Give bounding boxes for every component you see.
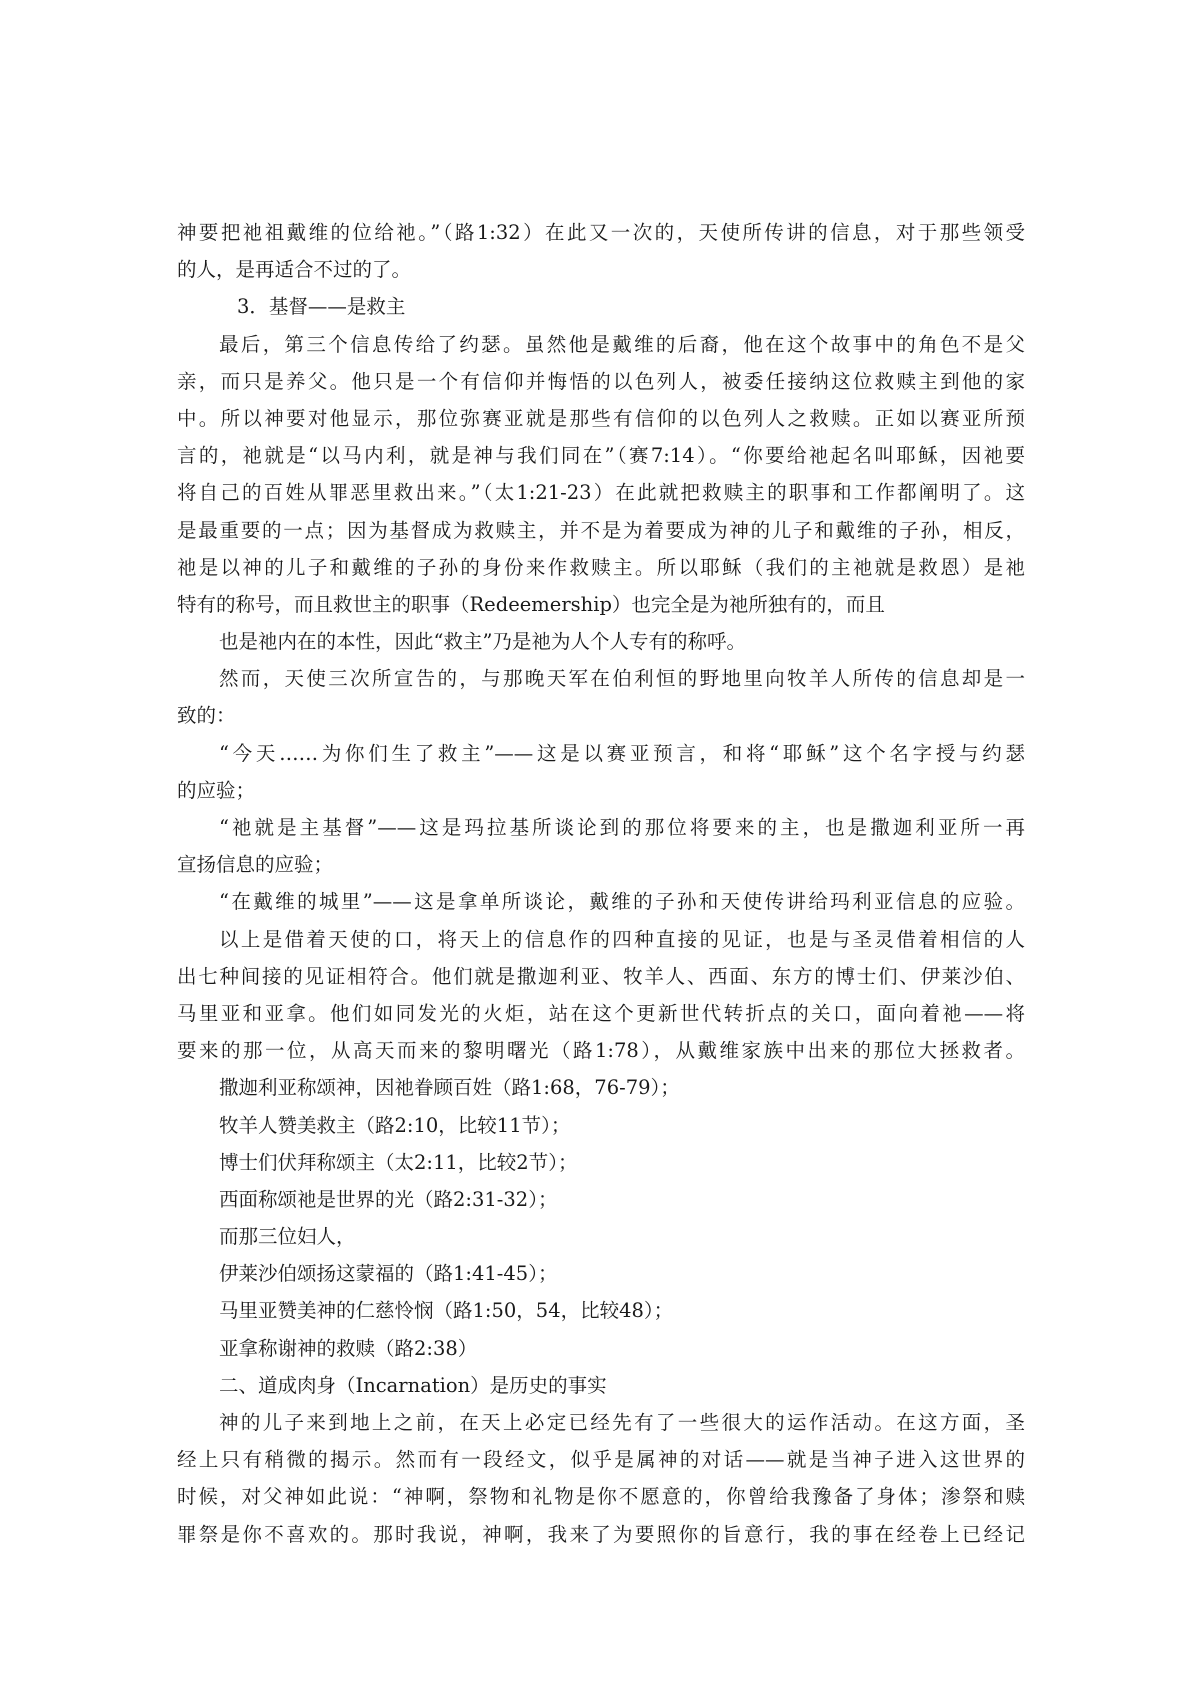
text-line: 西面称颂祂是世界的光（路2:31-32）； — [219, 1187, 558, 1211]
text-line: 而那三位妇人， — [219, 1225, 356, 1249]
text-line: 特有的称号，而且救世主的职事（Redeemership）也完全是为祂所独有的，而且 — [177, 592, 885, 616]
text-line: 罪祭是你不喜欢的。那时我说，神啊，我来了为要照你的旨意行，我的事在经卷上已经记 — [177, 1522, 1025, 1546]
text-line: 神的儿子来到地上之前，在天上必定已经先有了一些很大的运作活动。在这方面，圣 — [219, 1411, 1025, 1434]
text-line: 神要把祂祖戴维的位给祂。”（路1:32）在此又一次的，天使所传讲的信息，对于那些领受 — [177, 221, 1025, 244]
text-line: 的人，是再适合不过的了。 — [177, 258, 412, 282]
text-line: 是最重要的一点；因为基督成为救赎主，并不是为着要成为神的儿子和戴维的子孙，相反， — [177, 518, 1025, 542]
text-line: 然而，天使三次所宣告的，与那晚天军在伯利恒的野地里向牧羊人所传的信息却是一 — [219, 667, 1025, 691]
text-line: 博士们伏拜称颂主（太2:11，比较2节）； — [219, 1150, 578, 1174]
text-line: 马里亚和亚拿。他们如同发光的火炬，站在这个更新世代转折点的关口，面向着祂——将 — [177, 1001, 1025, 1025]
text-line: 宣扬信息的应验； — [177, 853, 334, 877]
text-line: 二、道成肉身（Incarnation）是历史的事实 — [219, 1373, 607, 1397]
text-line: 3．基督——是救主 — [237, 295, 406, 319]
body-text — [177, 214, 1025, 1553]
text-line: 伊莱沙伯颂扬这蒙福的（路1:41-45）； — [219, 1262, 558, 1286]
text-line: 撒迦利亚称颂神，因祂眷顾百姓（路1:68，76-79）； — [219, 1076, 680, 1100]
text-line: 亲，而只是养父。他只是一个有信仰并悔悟的以色列人，被委任接纳这位救赎主到他的家 — [177, 369, 1025, 393]
text-line: 出七种间接的见证相符合。他们就是撒迦利亚、牧羊人、西面、东方的博士们、伊莱沙伯、 — [177, 964, 1025, 988]
text-line: 要来的那一位，从高天而来的黎明曙光（路1:78），从戴维家族中出来的那位大拯救者。 — [177, 1039, 1025, 1063]
text-line: 马里亚赞美神的仁慈怜悯（路1:50，54，比较48）； — [219, 1299, 674, 1323]
text-line: 言的，祂就是“以马内利，就是神与我们同在”（赛7:14）。“你要给祂起名叫耶稣，因祂要 — [177, 444, 1025, 468]
text-line: 的应验； — [177, 778, 256, 802]
text-line: 牧羊人赞美救主（路2:10，比较11节）； — [219, 1113, 571, 1137]
text-line: 以上是借着天使的口，将天上的信息作的四种直接的见证，也是与圣灵借着相信的人 — [219, 927, 1025, 951]
text-line: 也是祂内在的本性，因此“救主”乃是祂为人个人专有的称呼。 — [219, 630, 746, 654]
text-line: 致的： — [177, 704, 236, 728]
text-line: 时候，对父神如此说：“神啊，祭物和礼物是你不愿意的，你曾给我豫备了身体；渗祭和赎 — [177, 1485, 1025, 1509]
text-line: 中。所以神要对他显示，那位弥赛亚就是那些有信仰的以色列人之救赎。正如以赛亚所预 — [177, 406, 1025, 430]
text-line: “今天……为你们生了救主”——这是以赛亚预言，和将“耶稣”这个名字授与约瑟 — [219, 741, 1025, 765]
text-line: “祂就是主基督”——这是玛拉基所谈论到的那位将要来的主，也是撒迦利亚所一再 — [219, 816, 1025, 839]
text-line: 祂是以神的儿子和戴维的子孙的身份来作救赎主。所以耶稣（我们的主祂就是救恩）是祂 — [177, 555, 1025, 579]
text-line: 最后，第三个信息传给了约瑟。虽然他是戴维的后裔，他在这个故事中的角色不是父 — [219, 332, 1025, 356]
text-line: 亚拿称谢神的救赎（路2:38） — [219, 1336, 478, 1360]
text-line: 经上只有稍微的揭示。然而有一段经文，似乎是属神的对话——就是当神子进入这世界的 — [177, 1448, 1025, 1472]
text-line: “在戴维的城里”——这是拿单所谈论，戴维的子孙和天使传讲给玛利亚信息的应验。 — [219, 890, 1025, 914]
text-line: 将自己的百姓从罪恶里救出来。”（太1:21-23）在此就把救赎主的职事和工作都阐明了。这 — [177, 481, 1025, 505]
